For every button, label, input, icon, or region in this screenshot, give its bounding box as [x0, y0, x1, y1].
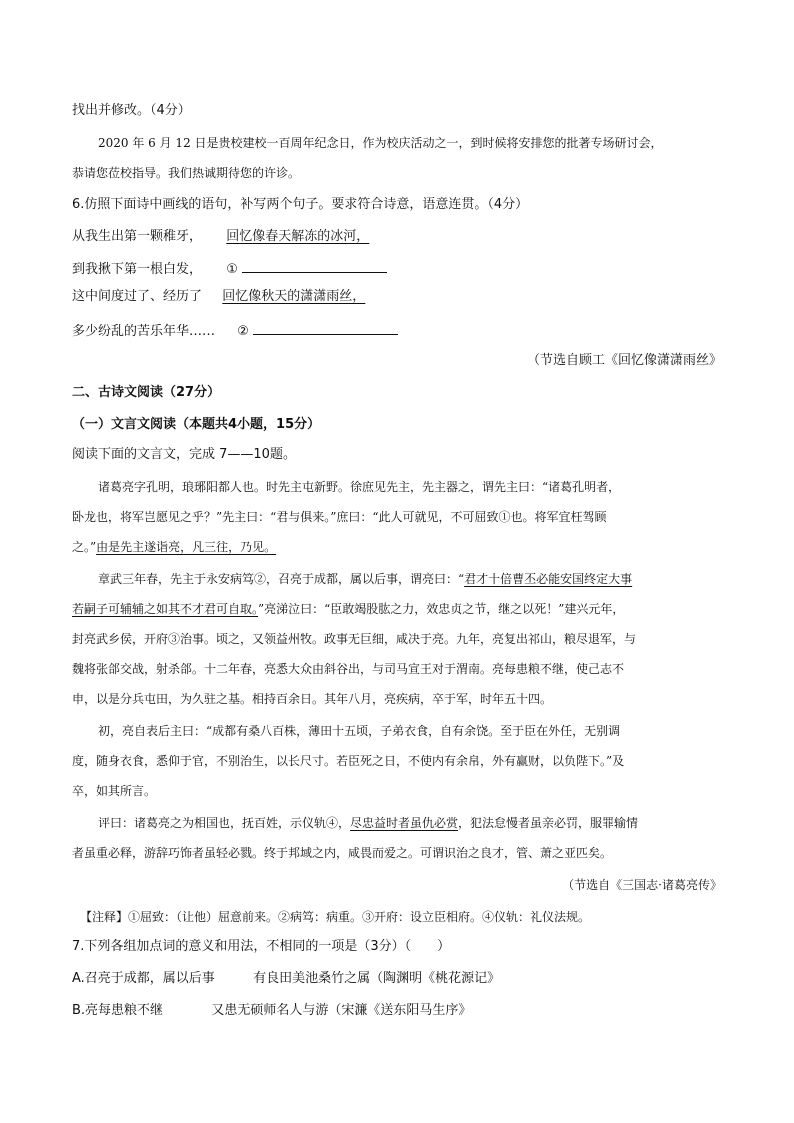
section-instruction: 阅读下面的文言文，完成 7——10题。 — [72, 447, 296, 462]
underlined-sentence: 尽忠益时者虽仇必赏 — [350, 816, 459, 830]
q7-option-b — [72, 1002, 471, 1020]
section-title: 二、古诗文阅读（27分） — [72, 385, 221, 400]
poem-line-text: 这中间度过了、经历了 — [72, 289, 203, 304]
underlined-sentence: 若嗣子可辅辅之如其不才君可自取。 — [72, 602, 259, 616]
poem-underlined-model: 回忆像春天解冻的冰河， — [226, 229, 370, 244]
poem-line-1 — [72, 228, 369, 246]
q5-sentence-line2: 恭请您莅校指导。我们热诚期待您的许诊。 — [72, 166, 301, 180]
passage-line: 卒，如其所言。 — [72, 784, 157, 798]
passage-line — [72, 570, 632, 588]
poem-line-text: 到我揪下第一根白发， — [72, 262, 203, 277]
passage-text: 之。” — [72, 540, 97, 554]
q7-option-a — [72, 970, 500, 988]
annotation-notes: 【注释】①屈致：（让他）屈意前来。②病笃：病重。③开府：设立臣相府。④仪轨：礼仪法规。 — [80, 910, 591, 924]
q5-sentence-line1: 2020 年 6 月 12 日是贵校建校一百周年纪念日，作为校庆活动之一，到时候将安排您的批著专场研讨会， — [98, 136, 663, 150]
passage-line: 诸葛亮字孔明，琅琊阳都人也。时先主屯新野。徐庶见先主，先主器之，谓先主曰：“诸葛孔明者， — [98, 480, 621, 494]
poem-line-3 — [72, 288, 365, 306]
underlined-sentence: 君才十倍曹丕必能安国终定大事 — [464, 572, 633, 586]
passage-line: 魏将张郃交战，射杀郃。十二年春，亮悉大众由斜谷出，与司马宣王对于渭南。亮每患粮不继，使己志不 — [72, 662, 625, 676]
passage-line: 封亮武乡侯，开府③治事。顷之，又领益州牧。政事无巨细，咸决于亮。九年，亮复出祁山，粮尽退军，与 — [72, 632, 637, 646]
option-compare-text: 又患无硕师名人与游（宋濂《送东阳马生序》 — [211, 1003, 472, 1018]
poem-line-4 — [72, 320, 398, 341]
option-text: A.召亮于成都，属以后事 — [72, 971, 215, 986]
passage-text: ，犯法怠慢者虽亲必罚，服罪输情 — [458, 816, 639, 830]
underlined-sentence: 由是先主遂诣亮，凡三往，乃见。 — [96, 540, 277, 554]
passage-source: （节选自《三国志·诸葛亮传》 — [562, 878, 722, 892]
q6-prompt: 6.仿照下面诗中画线的语句，补写两个句子。要求符合诗意，语意连贯。（4分） — [72, 197, 529, 212]
poem-line-2 — [72, 258, 387, 279]
q7-prompt: 7.下列各组加点词的意义和用法，不相同的一项是（3分）（ ） — [72, 939, 451, 954]
blank-number: ② — [237, 324, 249, 339]
passage-line: 申，以是分兵屯田，为久驻之基。相持百余日。其年八月，亮疾病，卒于军，时年五十四。 — [72, 692, 553, 706]
blank-number: ① — [226, 262, 238, 277]
poem-underlined-model: 回忆像秋天的潇潇雨丝， — [222, 289, 366, 304]
passage-line: 卧龙也，将军岂愿见之乎？”先主曰：“君与俱来。”庶曰：“此人可就见，不可屈致①也。将军宜枉驾顾 — [72, 510, 607, 524]
poem-line-text: 从我生出第一颗稚牙， — [72, 229, 203, 244]
passage-text: ”亮涕泣曰：“臣敢竭股肱之力，效忠贞之节，继之以死！”建兴元年， — [258, 602, 625, 616]
passage-line — [72, 538, 276, 556]
q5-header: 找出并修改。（4分） — [72, 103, 191, 118]
passage-line: 度，随身衣食，悉仰于官，不别治生，以长尺寸。若臣死之日，不使内有余帛，外有赢财，以负陛下。”及 — [72, 754, 625, 768]
answer-blank-1[interactable] — [242, 258, 387, 273]
option-text: B.亮每患粮不继 — [72, 1003, 164, 1018]
passage-line: 者虽重必释，游辞巧饰者虽轻必戮。终于邦域之内，咸畏而爱之。可谓识治之良才，管、萧之亚匹矣。 — [72, 846, 613, 860]
option-compare-text: 有良田美池桑竹之属（陶渊明《桃花源记》 — [253, 971, 501, 986]
poem-source: （节选自顾工《回忆像潇潇雨丝》 — [526, 353, 722, 368]
passage-line — [72, 600, 624, 618]
answer-blank-2[interactable] — [253, 320, 398, 335]
passage-text: 章武三年春，先主于永安病笃②，召亮于成都，属以后事，谓亮曰：“ — [98, 572, 465, 586]
poem-line-text: 多少纷乱的苦乐年华…… — [72, 324, 216, 339]
passage-line: 初，亮自表后主曰：“成都有桑八百株，薄田十五顷，子弟衣食，自有余饶。至于臣在外任，无别调 — [98, 724, 621, 738]
passage-line — [72, 814, 638, 832]
section-subtitle: （一）文言文阅读（本题共4小题，15分） — [72, 417, 321, 432]
passage-text: 评曰：诸葛亮之为相国也，抚百姓，示仪轨④， — [98, 816, 351, 830]
